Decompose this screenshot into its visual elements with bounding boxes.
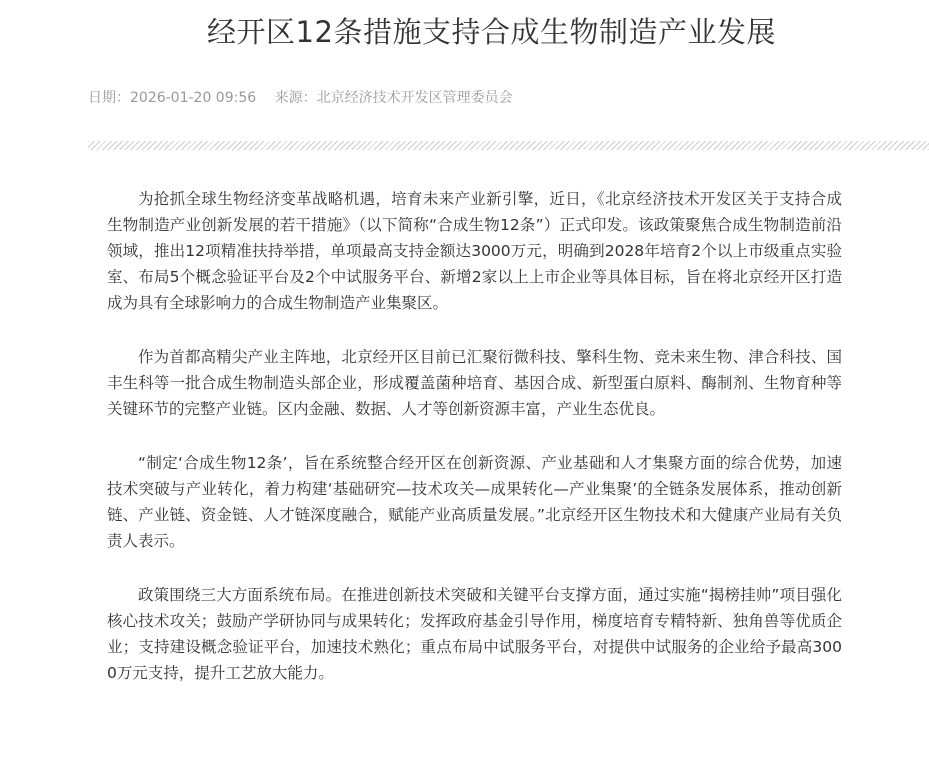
paragraph-2: 作为首都高精尖产业主阵地，北京经开区目前已汇聚衍微科技、擎科生物、竞未来生物、津合科技、国丰生科等一批合成生物制造头部企业，形成覆盖菌种培育、基因合成、新型蛋白原料、酶制剂、生物育种等关键环节的完整产业链。区内金融、数据、人才等创新资源丰富，产业生态优良。: [107, 348, 842, 418]
source-label: 来源：: [274, 90, 317, 106]
source-name: 北京经济技术开发区管理委员会: [316, 90, 513, 106]
article-title: 经开区12条措施支持合成生物制造产业发展: [207, 15, 776, 49]
paragraph-4: 政策围绕三大方面系统布局。在推进创新技术突破和关键平台支撑方面，通过实施“揭榜挂帅”项目强化核心技术攻关；鼓励产学研协同与成果转化；发挥政府基金引导作用，梯度培育专精特新、独角兽等优质企业；支持建设概念验证平台，加速技术熟化；重点布局中试服务平台，对提供中试服务的企业给予最高3000万元支持，提升工艺放大能力。: [107, 586, 842, 682]
source-wrap: [275, 90, 513, 106]
hatched-divider: [88, 141, 929, 150]
paragraph-3: “制定‘合成生物12条’，旨在系统整合经开区在创新资源、产业基础和人才集聚方面的综合优势，加速技术突破与产业转化，着力构建‘基础研究—技术攻关—成果转化—产业集聚’的全链条发展体系，推动创新链、产业链、资金链、人才链深度融合，赋能产业高质量发展。”北京经开区生物技术和大健康产业局有关负责人表示。: [107, 454, 842, 550]
publish-date: 2026-01-20 09:56: [130, 90, 257, 106]
paragraph-1: 为抢抓全球生物经济变革战略机遇，培育未来产业新引擎，近日，《北京经济技术开发区关于支持合成生物制造产业创新发展的若干措施》（以下简称“合成生物12条”）正式印发。该政策聚焦合成生物制造前沿领域，推出12项精准扶持举措，单项最高支持金额达3000万元，明确到2028年培育2个以上市级重点实验室、布局5个概念验证平台及2个中试服务平台、新增2家以上上市企业等具体目标，旨在将北京经开区打造成为具有全球影响力的合成生物制造产业集聚区。: [107, 190, 842, 312]
date-label: 日期：: [88, 90, 130, 106]
article-body: [107, 186, 842, 714]
article-meta: [88, 88, 513, 108]
